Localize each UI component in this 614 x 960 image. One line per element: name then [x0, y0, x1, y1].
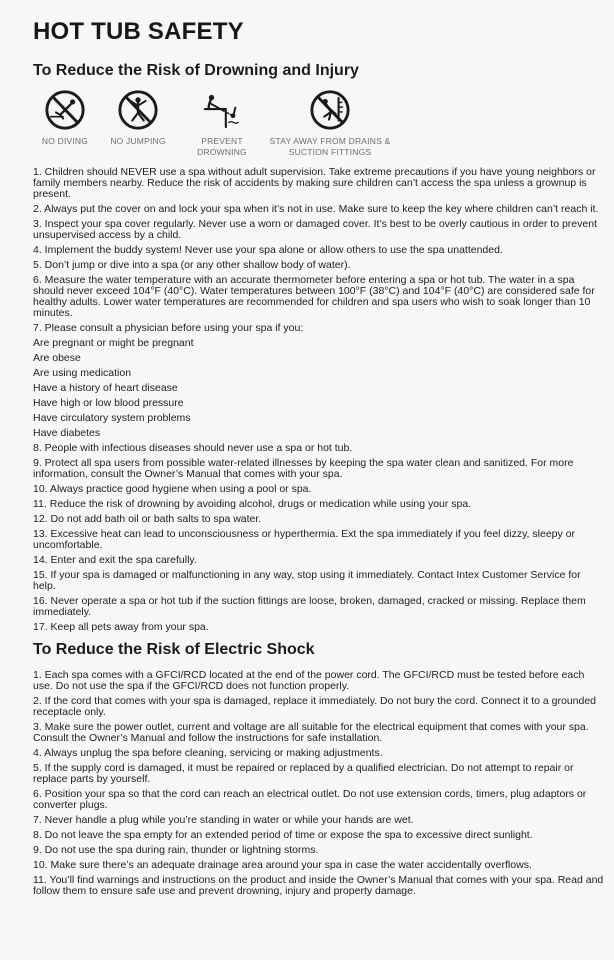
- drowning-item: 4. Implement the buddy system! Never use your spa alone or allow others to use the spa unattended.: [33, 244, 503, 256]
- stay-away-drains-label: STAY AWAY FROM DRAINS & SUCTION FITTINGS: [269, 136, 391, 157]
- electric-item: 5. If the supply cord is damaged, it must be repaired or replaced by a qualified electrician. Do not attempt to repair or replace parts by yourself.: [33, 762, 574, 785]
- electric-item: 7. Never handle a plug while you’re standing in water or while your hands are wet.: [33, 814, 414, 826]
- no-diving-label: NO DIVING: [41, 136, 89, 146]
- drowning-item: 3. Inspect your spa cover regularly. Never use a worn or damaged cover. It’s best to be overly cautious in order to prevent unsupervised access by a child.: [33, 218, 597, 241]
- warning-icons-row: [33, 89, 605, 157]
- electric-item: 9. Do not use the spa during rain, thunder or lightning storms.: [33, 844, 319, 856]
- electric-item: 1. Each spa comes with a GFCI/RCD located at the end of the power cord. The GFCI/RCD must be tested before each use. Do not use the spa if the GFCI/RCD does not function properly.: [33, 669, 585, 692]
- prevent-drowning-icon: [201, 89, 243, 131]
- prevent-drowning-label: PREVENT DROWNING: [197, 136, 247, 157]
- drowning-item: 15. If your spa is damaged or malfunctioning in any way, stop using it immediately. Contact Intex Customer Service for help.: [33, 569, 581, 592]
- no-diving-warning: [33, 89, 97, 147]
- consult-condition: Have diabetes: [33, 427, 101, 439]
- section-electric-heading: To Reduce the Risk of Electric Shock: [33, 641, 315, 658]
- consult-condition: Have high or low blood pressure: [33, 397, 184, 409]
- consult-condition: Are pregnant or might be pregnant: [33, 337, 194, 349]
- drowning-item: 5. Don’t jump or dive into a spa (or any other shallow body of water).: [33, 259, 351, 271]
- drowning-item: 13. Excessive heat can lead to unconsciousness or hyperthermia. Ext the spa immediately if you feel dizzy, sleepy or uncomfortable.: [33, 528, 575, 551]
- drowning-item: 9. Protect all spa users from possible water-related illnesses by keeping the spa water clean and sanitized. For more information, consult the Owner’s Manual that comes with your spa.: [33, 457, 574, 480]
- drowning-item: 14. Enter and exit the spa carefully.: [33, 554, 197, 566]
- no-jumping-label: NO JUMPING: [110, 136, 166, 146]
- prevent-drowning-warning: [179, 89, 265, 157]
- electric-item: 8. Do not leave the spa empty for an extended period of time or expose the spa to excessive direct sunlight.: [33, 829, 533, 841]
- consult-condition: Have a history of heart disease: [33, 382, 178, 394]
- page-title: HOT TUB SAFETY: [33, 18, 244, 45]
- drowning-item: 7. Please consult a physician before using your spa if you:: [33, 322, 304, 334]
- section-electric-shock: [33, 641, 605, 897]
- section-drowning-and-injury: [33, 62, 605, 633]
- electric-item: 2. If the cord that comes with your spa is damaged, replace it immediately. Do not bury the cord. Connect it to a grounded receptacle only.: [33, 695, 597, 718]
- drowning-item: 1. Children should NEVER use a spa without adult supervision. Take extreme precautions if you have young neighbors or family members nearby. Reduce the risk of accidents by making sure children can’t access the spa unless a grownup is present.: [33, 166, 596, 200]
- no-jumping-warning: [97, 89, 179, 147]
- drowning-item: 16. Never operate a spa or hot tub if the suction fittings are loose, broken, damaged, cracked or missing. Replace them immediately.: [33, 595, 586, 618]
- consult-condition: Are using medication: [33, 367, 132, 379]
- electric-item: 6. Position your spa so that the cord can reach an electrical outlet. Do not use extension cords, timers, plug adaptors or converter plugs.: [33, 788, 587, 811]
- drowning-item: 2. Always put the cover on and lock your spa when it’s not in use. Make sure to keep the key where children can’t reach it.: [33, 203, 599, 215]
- stay-away-drains-warning: [265, 89, 395, 157]
- consult-condition: Are obese: [33, 352, 81, 364]
- stay-away-drains-icon: [309, 89, 351, 131]
- consult-condition: Have circulatory system problems: [33, 412, 191, 424]
- drowning-item: 8. People with infectious diseases should never use a spa or hot tub.: [33, 442, 353, 454]
- drowning-item: 6. Measure the water temperature with an accurate thermometer before entering a spa or hot tub. The water in a spa should never exceed 104°F (40°C). Water temperatures between 100°F (38°C) and 104°F (40°C) are considered safe for healthy adults. Lower water temperatures are recommended for children and spa users who wish to soak longer than 10 minutes.: [33, 274, 595, 319]
- electric-item: 4. Always unplug the spa before cleaning, servicing or making adjustments.: [33, 747, 383, 759]
- electric-item: 11. You’ll find warnings and instructions on the product and inside the Owner’s Manual that comes with your spa. Read and follow them to ensure safe use and prevent drowning, injury and property damage.: [33, 874, 604, 897]
- no-jumping-icon: [117, 89, 159, 131]
- drowning-item: 17. Keep all pets away from your spa.: [33, 621, 209, 633]
- electric-item: 10. Make sure there’s an adequate drainage area around your spa in case the water accidentally overflows.: [33, 859, 532, 871]
- drowning-item: 11. Reduce the risk of drowning by avoiding alcohol, drugs or medication while using your spa.: [33, 498, 472, 510]
- drowning-item: 12. Do not add bath oil or bath salts to spa water.: [33, 513, 262, 525]
- electric-item: 3. Make sure the power outlet, current and voltage are all suitable for the electrical equipment that comes with your spa. Consult the Owner’s Manual and follow the instructions for safe installation.: [33, 721, 589, 744]
- drowning-item: 10. Always practice good hygiene when using a pool or spa.: [33, 483, 312, 495]
- no-diving-icon: [44, 89, 86, 131]
- section-drowning-heading: To Reduce the Risk of Drowning and Injury: [33, 62, 359, 79]
